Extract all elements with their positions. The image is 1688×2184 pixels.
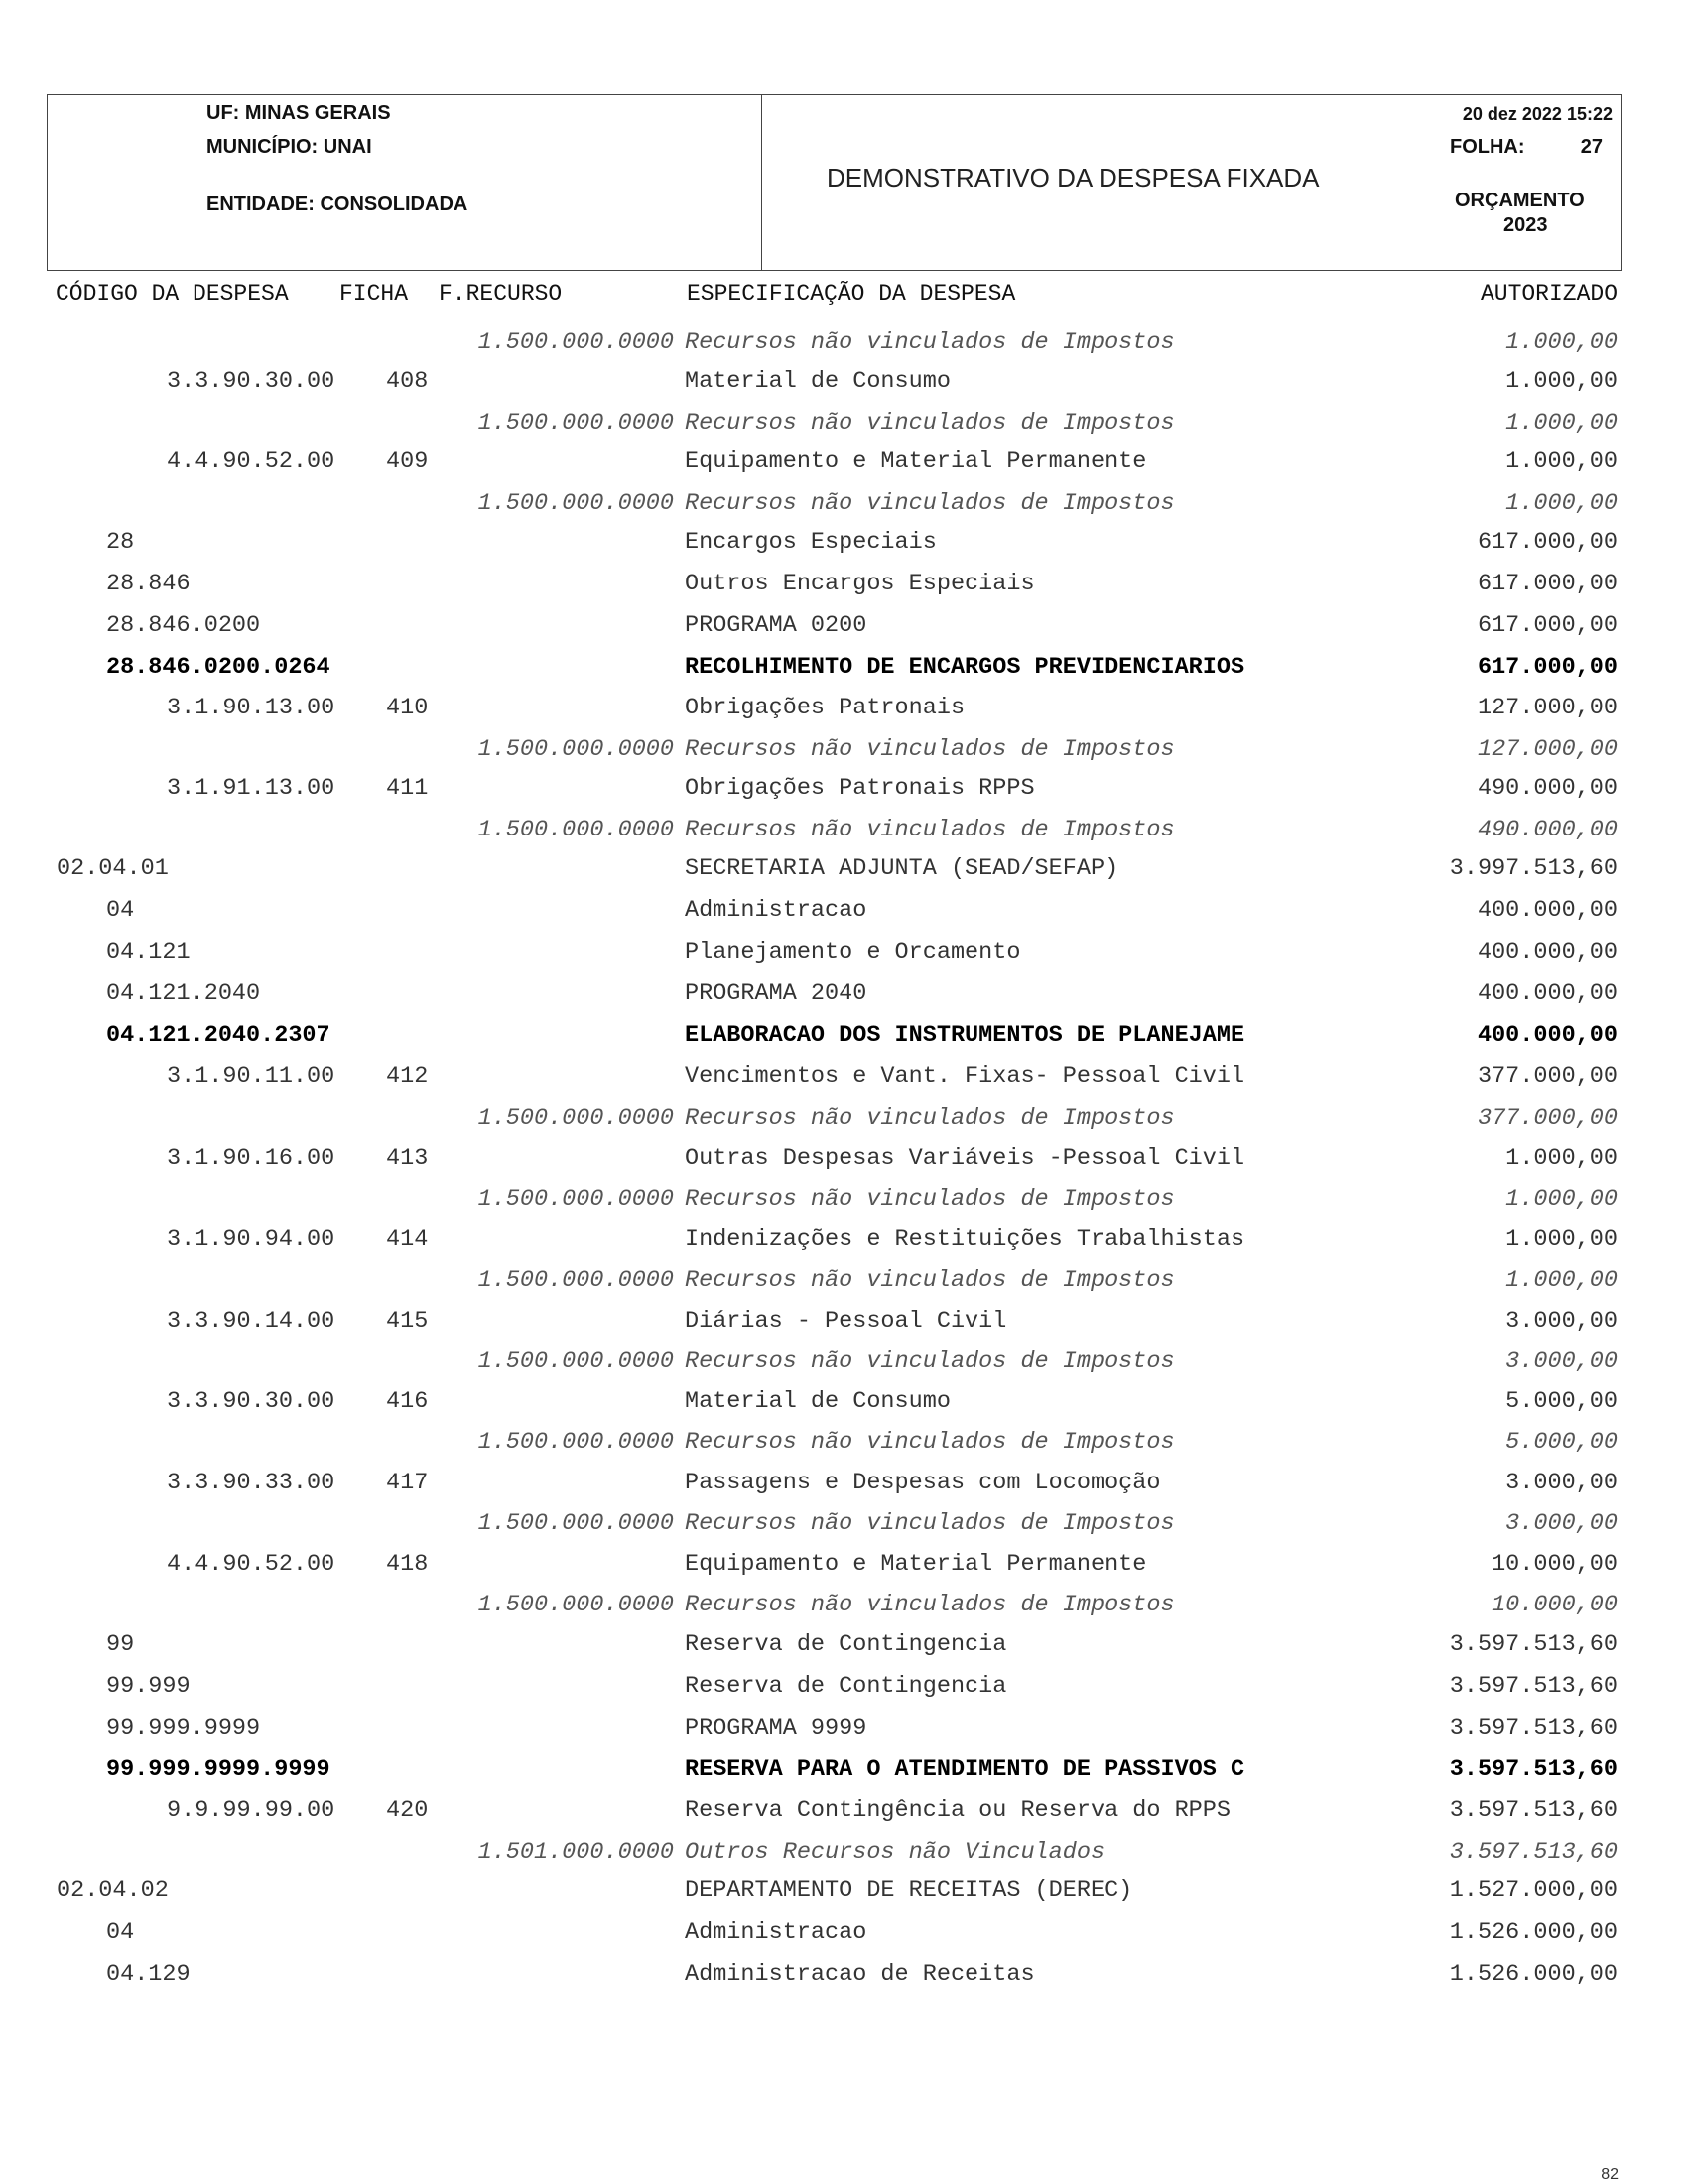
expense-code: 3.1.90.94.00 xyxy=(167,1226,335,1253)
table-row xyxy=(0,980,1688,1020)
authorized-value: 3.597.513,60 xyxy=(1449,1797,1618,1824)
expense-description: Diárias - Pessoal Civil xyxy=(685,1308,1007,1335)
ficha-number: 413 xyxy=(386,1145,429,1172)
table-row xyxy=(0,1105,1688,1145)
uf-label: UF: MINAS GERAIS xyxy=(206,102,391,124)
expense-code: 99.999.9999.9999 xyxy=(106,1756,330,1783)
expense-code: 3.1.90.13.00 xyxy=(167,695,335,721)
expense-code: 99.999.9999 xyxy=(106,1715,261,1741)
table-row xyxy=(0,736,1688,776)
expense-code: 28.846.0200.0264 xyxy=(106,654,330,681)
table-row xyxy=(0,368,1688,408)
fonte-recurso: 1.500.000.0000 xyxy=(477,410,674,437)
table-row xyxy=(0,1022,1688,1062)
table-row xyxy=(0,1063,1688,1102)
table-row xyxy=(0,939,1688,978)
table-row xyxy=(0,1145,1688,1185)
table-row xyxy=(0,1961,1688,2000)
authorized-value: 3.597.513,60 xyxy=(1449,1631,1618,1658)
expense-description: ELABORACAO DOS INSTRUMENTOS DE PLANEJAME xyxy=(685,1022,1245,1049)
col-header-autorizado: AUTORIZADO xyxy=(1480,281,1618,307)
table-row xyxy=(0,1349,1688,1388)
expense-code: 9.9.99.99.00 xyxy=(167,1797,335,1824)
authorized-value: 617.000,00 xyxy=(1477,571,1618,597)
expense-code: 04.121.2040 xyxy=(106,980,261,1007)
expense-description: Administracao xyxy=(685,1919,867,1946)
expense-code: 04.121 xyxy=(106,939,191,965)
table-row xyxy=(0,1592,1688,1631)
fonte-recurso: 1.500.000.0000 xyxy=(477,1105,674,1132)
expense-description: Recursos não vinculados de Impostos xyxy=(685,817,1175,843)
table-row xyxy=(0,1388,1688,1428)
expense-description: Recursos não vinculados de Impostos xyxy=(685,1267,1175,1294)
expense-code: 4.4.90.52.00 xyxy=(167,1551,335,1578)
ficha-number: 408 xyxy=(386,368,429,395)
authorized-value: 127.000,00 xyxy=(1477,695,1618,721)
expense-description: Recursos não vinculados de Impostos xyxy=(685,1592,1175,1618)
expense-description: Administracao de Receitas xyxy=(685,1961,1035,1988)
expense-description: Recursos não vinculados de Impostos xyxy=(685,490,1175,517)
ficha-number: 420 xyxy=(386,1797,429,1824)
orcamento-label: ORÇAMENTO xyxy=(1455,190,1585,211)
fonte-recurso: 1.500.000.0000 xyxy=(477,1510,674,1537)
authorized-value: 1.000,00 xyxy=(1505,490,1618,517)
authorized-value: 3.597.513,60 xyxy=(1449,1715,1618,1741)
table-row xyxy=(0,1226,1688,1266)
expense-description: Obrigações Patronais xyxy=(685,695,966,721)
expense-description: DEPARTAMENTO DE RECEITAS (DEREC) xyxy=(685,1877,1133,1904)
expense-code: 4.4.90.52.00 xyxy=(167,449,335,475)
expense-code: 02.04.02 xyxy=(57,1877,169,1904)
table-row xyxy=(0,695,1688,734)
entidade-label: ENTIDADE: CONSOLIDADA xyxy=(206,193,468,215)
fonte-recurso: 1.500.000.0000 xyxy=(477,1267,674,1294)
table-row xyxy=(0,1551,1688,1591)
authorized-value: 400.000,00 xyxy=(1477,939,1618,965)
table-row xyxy=(0,897,1688,937)
table-row xyxy=(0,1308,1688,1348)
expense-description: RESERVA PARA O ATENDIMENTO DE PASSIVOS C xyxy=(685,1756,1245,1783)
ficha-number: 418 xyxy=(386,1551,429,1578)
report-title: DEMONSTRATIVO DA DESPESA FIXADA xyxy=(827,163,1320,193)
expense-description: Recursos não vinculados de Impostos xyxy=(685,1510,1175,1537)
table-row xyxy=(0,1510,1688,1550)
authorized-value: 1.000,00 xyxy=(1505,329,1618,356)
fonte-recurso: 1.501.000.0000 xyxy=(477,1839,674,1865)
expense-code: 04 xyxy=(106,897,135,924)
table-row xyxy=(0,449,1688,488)
fonte-recurso: 1.500.000.0000 xyxy=(477,817,674,843)
authorized-value: 1.000,00 xyxy=(1505,1186,1618,1213)
expense-code: 3.3.90.33.00 xyxy=(167,1470,335,1496)
table-row xyxy=(0,1715,1688,1754)
authorized-value: 1.526.000,00 xyxy=(1449,1961,1618,1988)
ficha-number: 417 xyxy=(386,1470,429,1496)
expense-description: Recursos não vinculados de Impostos xyxy=(685,736,1175,763)
authorized-value: 400.000,00 xyxy=(1477,980,1618,1007)
expense-description: Recursos não vinculados de Impostos xyxy=(685,329,1175,356)
fonte-recurso: 1.500.000.0000 xyxy=(477,1592,674,1618)
expense-description: Indenizações e Restituições Trabalhistas xyxy=(685,1226,1245,1253)
table-row xyxy=(0,490,1688,530)
expense-description: Equipamento e Material Permanente xyxy=(685,1551,1147,1578)
table-row xyxy=(0,1186,1688,1225)
expense-code: 3.1.90.16.00 xyxy=(167,1145,335,1172)
page-number: 82 xyxy=(1601,2166,1619,2183)
authorized-value: 617.000,00 xyxy=(1477,612,1618,639)
orcamento-year: 2023 xyxy=(1503,214,1548,236)
authorized-value: 3.597.513,60 xyxy=(1449,1839,1618,1865)
authorized-value: 1.000,00 xyxy=(1505,410,1618,437)
expense-code: 28 xyxy=(106,529,135,556)
report-datetime: 20 dez 2022 15:22 xyxy=(1462,104,1613,124)
expense-description: RECOLHIMENTO DE ENCARGOS PREVIDENCIARIOS xyxy=(685,654,1245,681)
expense-description: Outras Despesas Variáveis -Pessoal Civil xyxy=(685,1145,1245,1172)
authorized-value: 1.526.000,00 xyxy=(1449,1919,1618,1946)
expense-code: 3.1.91.13.00 xyxy=(167,775,335,802)
authorized-value: 3.597.513,60 xyxy=(1449,1673,1618,1700)
authorized-value: 400.000,00 xyxy=(1477,897,1618,924)
expense-description: Material de Consumo xyxy=(685,1388,951,1415)
authorized-value: 490.000,00 xyxy=(1477,775,1618,802)
table-row xyxy=(0,1631,1688,1671)
ficha-number: 410 xyxy=(386,695,429,721)
header-divider xyxy=(761,94,762,271)
authorized-value: 400.000,00 xyxy=(1477,1022,1618,1049)
table-row xyxy=(0,1267,1688,1307)
fonte-recurso: 1.500.000.0000 xyxy=(477,490,674,517)
folha-label: FOLHA: xyxy=(1450,136,1525,158)
authorized-value: 3.597.513,60 xyxy=(1449,1756,1618,1783)
fonte-recurso: 1.500.000.0000 xyxy=(477,1429,674,1456)
expense-description: Planejamento e Orcamento xyxy=(685,939,1021,965)
authorized-value: 3.000,00 xyxy=(1505,1510,1618,1537)
authorized-value: 3.000,00 xyxy=(1505,1308,1618,1335)
table-row xyxy=(0,1429,1688,1469)
authorized-value: 490.000,00 xyxy=(1477,817,1618,843)
authorized-value: 127.000,00 xyxy=(1477,736,1618,763)
col-header-frecurso: F.RECURSO xyxy=(439,281,563,307)
folha-number: 27 xyxy=(1580,136,1603,158)
fonte-recurso: 1.500.000.0000 xyxy=(477,1186,674,1213)
expense-description: Material de Consumo xyxy=(685,368,951,395)
expense-description: Vencimentos e Vant. Fixas- Pessoal Civil xyxy=(685,1063,1245,1090)
table-row xyxy=(0,329,1688,369)
expense-code: 04.121.2040.2307 xyxy=(106,1022,330,1049)
table-row xyxy=(0,775,1688,815)
expense-code: 3.3.90.14.00 xyxy=(167,1308,335,1335)
expense-description: Passagens e Despesas com Locomoção xyxy=(685,1470,1161,1496)
expense-description: Reserva Contingência ou Reserva do RPPS xyxy=(685,1797,1231,1824)
fonte-recurso: 1.500.000.0000 xyxy=(477,329,674,356)
expense-description: Recursos não vinculados de Impostos xyxy=(685,1349,1175,1375)
expense-description: Recursos não vinculados de Impostos xyxy=(685,1429,1175,1456)
expense-code: 28.846 xyxy=(106,571,191,597)
authorized-value: 1.000,00 xyxy=(1505,1226,1618,1253)
col-header-especificacao: ESPECIFICAÇÃO DA DESPESA xyxy=(687,281,1016,307)
authorized-value: 5.000,00 xyxy=(1505,1388,1618,1415)
table-row xyxy=(0,612,1688,652)
table-row xyxy=(0,571,1688,610)
table-row xyxy=(0,1877,1688,1917)
expense-description: Recursos não vinculados de Impostos xyxy=(685,1105,1175,1132)
table-row xyxy=(0,1470,1688,1509)
authorized-value: 1.000,00 xyxy=(1505,1145,1618,1172)
table-row xyxy=(0,1673,1688,1713)
authorized-value: 1.000,00 xyxy=(1505,1267,1618,1294)
expense-code: 02.04.01 xyxy=(57,855,169,882)
ficha-number: 414 xyxy=(386,1226,429,1253)
ficha-number: 416 xyxy=(386,1388,429,1415)
expense-code: 3.3.90.30.00 xyxy=(167,368,335,395)
expense-description: Administracao xyxy=(685,897,867,924)
authorized-value: 1.000,00 xyxy=(1505,368,1618,395)
expense-description: Outros Encargos Especiais xyxy=(685,571,1035,597)
expense-description: PROGRAMA 0200 xyxy=(685,612,867,639)
table-row xyxy=(0,1839,1688,1878)
expense-description: Reserva de Contingencia xyxy=(685,1673,1007,1700)
col-header-ficha: FICHA xyxy=(339,281,409,307)
authorized-value: 3.000,00 xyxy=(1505,1349,1618,1375)
expense-description: SECRETARIA ADJUNTA (SEAD/SEFAP) xyxy=(685,855,1119,882)
col-header-codigo: CÓDIGO DA DESPESA xyxy=(56,281,289,307)
expense-description: Outros Recursos não Vinculados xyxy=(685,1839,1105,1865)
table-row xyxy=(0,817,1688,856)
table-row xyxy=(0,855,1688,895)
expense-code: 04.129 xyxy=(106,1961,191,1988)
authorized-value: 3.000,00 xyxy=(1505,1470,1618,1496)
expense-code: 99.999 xyxy=(106,1673,191,1700)
expense-description: Reserva de Contingencia xyxy=(685,1631,1007,1658)
expense-description: Obrigações Patronais RPPS xyxy=(685,775,1035,802)
authorized-value: 10.000,00 xyxy=(1492,1592,1618,1618)
table-row xyxy=(0,410,1688,450)
authorized-value: 5.000,00 xyxy=(1505,1429,1618,1456)
expense-code: 04 xyxy=(106,1919,135,1946)
authorized-value: 377.000,00 xyxy=(1477,1105,1618,1132)
fonte-recurso: 1.500.000.0000 xyxy=(477,736,674,763)
authorized-value: 377.000,00 xyxy=(1477,1063,1618,1090)
expense-description: Encargos Especiais xyxy=(685,529,937,556)
fonte-recurso: 1.500.000.0000 xyxy=(477,1349,674,1375)
ficha-number: 409 xyxy=(386,449,429,475)
authorized-value: 617.000,00 xyxy=(1477,529,1618,556)
authorized-value: 3.997.513,60 xyxy=(1449,855,1618,882)
expense-description: Recursos não vinculados de Impostos xyxy=(685,410,1175,437)
ficha-number: 411 xyxy=(386,775,429,802)
table-row xyxy=(0,1797,1688,1837)
table-row xyxy=(0,529,1688,569)
authorized-value: 617.000,00 xyxy=(1477,654,1618,681)
expense-description: Recursos não vinculados de Impostos xyxy=(685,1186,1175,1213)
expense-description: Equipamento e Material Permanente xyxy=(685,449,1147,475)
municipio-label: MUNICÍPIO: UNAI xyxy=(206,136,372,158)
expense-code: 3.3.90.30.00 xyxy=(167,1388,335,1415)
authorized-value: 1.000,00 xyxy=(1505,449,1618,475)
table-row xyxy=(0,654,1688,694)
authorized-value: 10.000,00 xyxy=(1492,1551,1618,1578)
ficha-number: 412 xyxy=(386,1063,429,1090)
expense-code: 28.846.0200 xyxy=(106,612,261,639)
expense-code: 3.1.90.11.00 xyxy=(167,1063,335,1090)
expense-description: PROGRAMA 2040 xyxy=(685,980,867,1007)
expense-description: PROGRAMA 9999 xyxy=(685,1715,867,1741)
ficha-number: 415 xyxy=(386,1308,429,1335)
table-row xyxy=(0,1919,1688,1959)
expense-code: 99 xyxy=(106,1631,135,1658)
authorized-value: 1.527.000,00 xyxy=(1449,1877,1618,1904)
table-row xyxy=(0,1756,1688,1796)
